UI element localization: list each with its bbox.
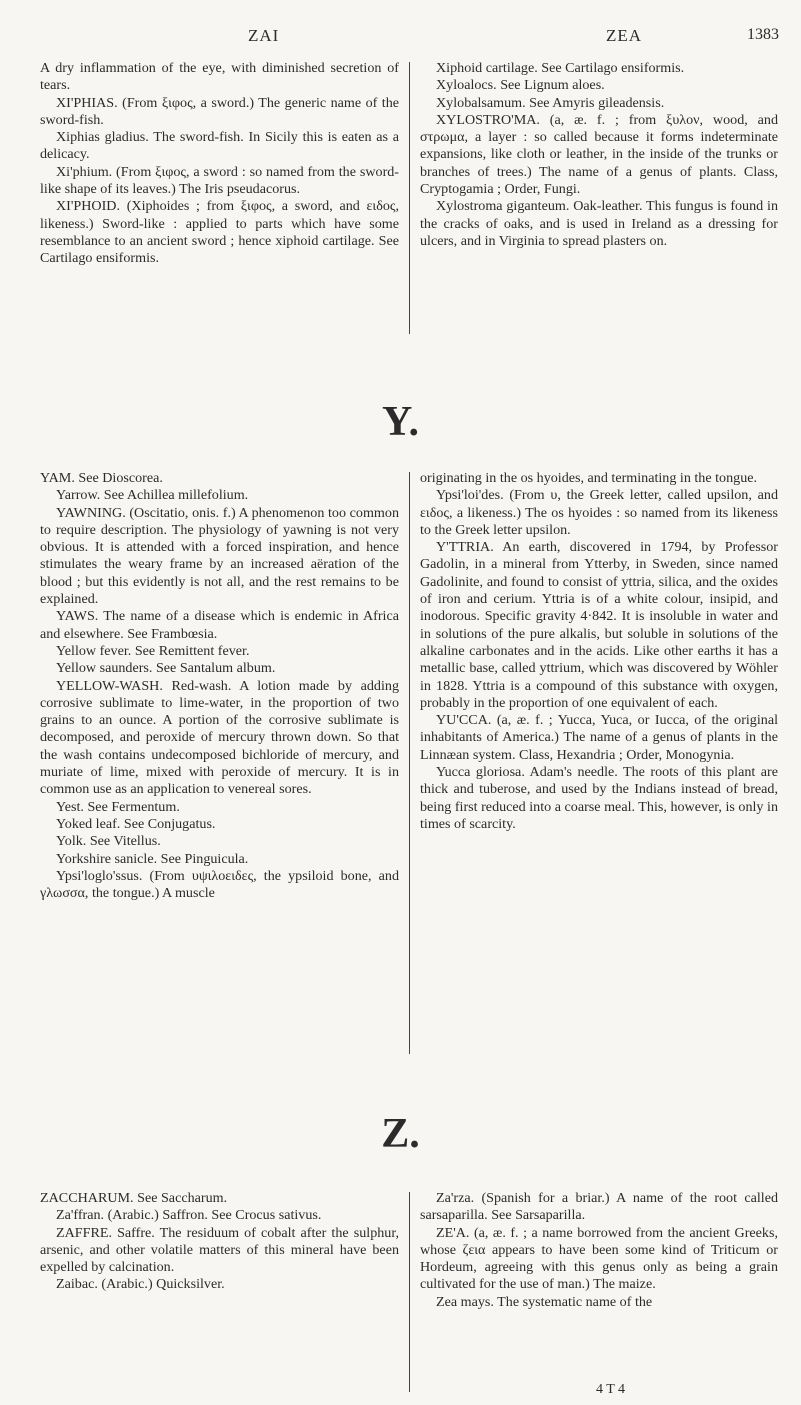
y-right-column xyxy=(420,470,778,833)
column-divider xyxy=(409,472,410,1054)
entry: originating in the os hyoides, and terminating in the tongue. xyxy=(420,470,758,486)
entry: Zea mays. The systematic name of the xyxy=(436,1293,653,1310)
signature-mark: 4 T 4 xyxy=(596,1382,626,1397)
entry: Yoked leaf. See Conjugatus. xyxy=(56,815,216,832)
entry: YAWS. The name of a disease which is endemic in Africa and elsewhere. See Frambœsia. xyxy=(40,608,399,642)
entry: YELLOW-WASH. Red-wash. A lotion made by adding corrosive sublimate to lime-water, in the proportion of two grains to an ounce. A portion of the corrosive sublimate is decomposed, and peroxide of mercury thrown down. So that the wash contains undecomposed bichloride of mercury, and muriate of lime, mixed with peroxide of mercury. It is in common use as an application to venereal sores. xyxy=(40,677,399,798)
entry: XYLOSTRO'MA. (a, æ. f. ; from ξυλον, wood, and στρωμα, a layer : so called because it forms indeterminate expansions, like cloth or leather, in the inside of the trunks or branches of trees.) The name of a genus of plants. Class, Cryptogamia ; Order, Fungi. xyxy=(420,111,778,198)
entry: YAM. See Dioscorea. xyxy=(40,470,163,486)
entry: YU'CCA. (a, æ. f. ; Yucca, Yuca, or Iucca, of the original inhabitants of America.) The name of a genus of plants in the Linnæan system. Class, Hexandria ; Order, Monogynia. xyxy=(420,712,778,763)
entry: Xylobalsamum. See Amyris gileadensis. xyxy=(436,94,665,111)
entry: Y'TTRIA. An earth, discovered in 1794, by Professor Gadolin, in a mineral from Ytterby, in Sweden, since named Gadolinite, and found to consist of yttria, silica, and the oxides of iron and cerium. Yttria is of a white colour, insipid, and inodorous. Specific gravity 4·842. It is insoluble in water and in solutions of the pure alkalis, but soluble in solutions of the alkaline carbonates and in the acids. Like other earths it has a metallic base, called yttrium, which was discovered by Wöhler in 1828. Yttria is a compound of this substance with oxygen, probably in the proportion of one equivalent of each. xyxy=(420,539,778,711)
section-letter-z: Z. xyxy=(381,1111,420,1157)
header-right-word: ZEA xyxy=(606,26,643,45)
column-divider xyxy=(409,1192,410,1392)
entry: Yucca gloriosa. Adam's needle. The roots of this plant are thick and tuberose, and used by the Indians instead of bread, being first reduced into a coarse meal. This, however, is only in times of scarcity. xyxy=(420,764,778,832)
column-divider xyxy=(409,62,410,334)
entry: Yellow fever. See Remittent fever. xyxy=(56,642,250,659)
entry: Xi'phium. (From ξιφος, a sword : so named from the sword-like shape of its leaves.) The Iris pseudacorus. xyxy=(40,163,399,198)
entry: Xiphoid cartilage. See Cartilago ensiformis. xyxy=(436,60,685,76)
header-left-word: ZAI xyxy=(248,26,280,45)
entry: A dry inflammation of the eye, with diminished secretion of tears. xyxy=(40,60,399,94)
entry: Yolk. See Vitellus. xyxy=(56,833,161,850)
z-left-column xyxy=(40,1190,399,1294)
entry: Xylostroma giganteum. Oak-leather. This fungus is found in the cracks of oaks, and is used in Ireland as a dressing for ulcers, and in Virginia to spread plasters on. xyxy=(420,198,778,249)
entry: Za'rza. (Spanish for a briar.) A name of the root called sarsaparilla. See Sarsaparilla. xyxy=(420,1190,778,1224)
entry: YAWNING. (Oscitatio, onis. f.) A phenomenon too common to require description. The physiology of yawning is not very obvious. It is attended with a forced inspiration, and hence stimulates the weary frame by an increased aëration of the blood ; but this evidently is not all, and the rest remains to be explained. xyxy=(40,504,399,608)
entry: ZAFFRE. Saffre. The residuum of cobalt after the sulphur, arsenic, and other volatile matters of this mineral have been expelled by calcination. xyxy=(40,1224,399,1276)
entry: Yorkshire sanicle. See Pinguicula. xyxy=(56,850,249,867)
entry: Yest. See Fermentum. xyxy=(56,798,180,815)
entry: XI'PHIAS. (From ξιφος, a sword.) The generic name of the sword-fish. xyxy=(40,94,399,128)
entry: Ypsi'loi'des. (From υ, the Greek letter, called upsilon, and ειδος, a likeness.) The os hyoides : so named from its likeness to the Greek letter upsilon. xyxy=(420,487,778,538)
entry: ZACCHARUM. See Saccharum. xyxy=(40,1190,228,1206)
entry: Yarrow. See Achillea millefolium. xyxy=(56,487,249,504)
entry: Zaibac. (Arabic.) Quicksilver. xyxy=(56,1276,225,1293)
entry: ZE'A. (a, æ. f. ; a name borrowed from the ancient Greeks, whose ζεια appears to have been some kind of Triticum or Hordeum, agreeing with this genus only as being a grain cultivated for the use of man.) The maize. xyxy=(420,1224,778,1293)
entry: Yellow saunders. See Santalum album. xyxy=(56,660,276,677)
z-right-column xyxy=(420,1190,778,1311)
page-number: 1383 xyxy=(747,26,779,43)
top-right-column xyxy=(420,60,778,250)
entry: Xiphias gladius. The sword-fish. In Sicily this is eaten as a delicacy. xyxy=(40,129,399,163)
running-header xyxy=(40,26,781,54)
top-left-column xyxy=(40,60,399,268)
section-letter-y: Y. xyxy=(382,399,419,445)
entry: XI'PHOID. (Xiphoides ; from ξιφος, a sword, and ειδος, likeness.) Sword-like : applied to parts which have some resemblance to an ancient sword ; hence xiphoid cartilage. See Cartilago ensiformis. xyxy=(40,198,399,267)
entry: Xyloalocs. See Lignum aloes. xyxy=(436,77,605,94)
entry: Ypsi'loglo'ssus. (From υψιλοειδες, the ypsiloid bone, and γλωσσα, the tongue.) A muscle xyxy=(40,867,399,902)
y-left-column xyxy=(40,470,399,902)
entry: Za'ffran. (Arabic.) Saffron. See Crocus sativus. xyxy=(56,1207,322,1224)
